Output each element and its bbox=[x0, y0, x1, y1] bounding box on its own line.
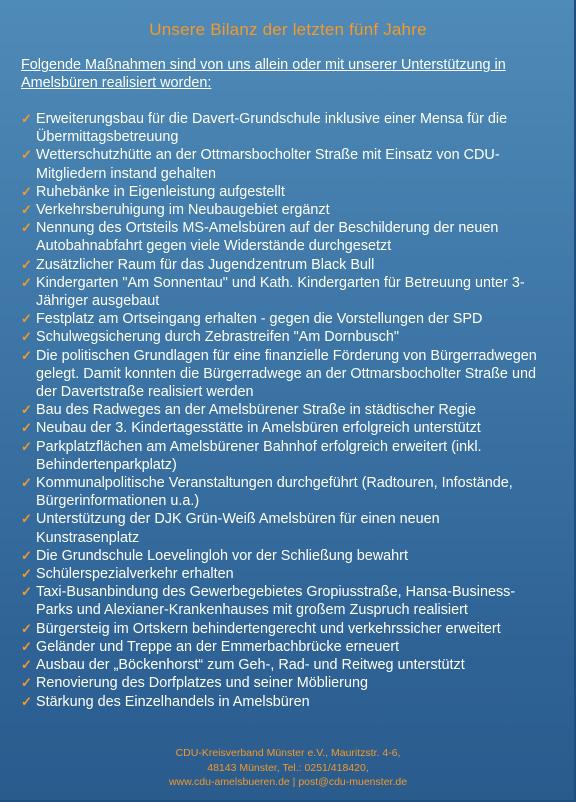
list-item bbox=[21, 656, 545, 674]
check-icon: ✓ bbox=[21, 693, 32, 709]
check-icon: ✓ bbox=[21, 402, 32, 418]
list-item-text: Wetterschutzhütte an der Ottmarsbocholter Straße mit Einsatz von CDU-Mitgliedern instand gehalten bbox=[36, 147, 500, 182]
check-icon: ✓ bbox=[21, 638, 32, 654]
check-icon: ✓ bbox=[21, 274, 32, 290]
check-icon: ✓ bbox=[21, 620, 32, 636]
list-item bbox=[21, 474, 545, 510]
list-item-text: Schulwegsicherung durch Zebrastreifen "Am Dornbusch" bbox=[36, 329, 399, 346]
list-item bbox=[21, 620, 545, 638]
check-icon: ✓ bbox=[21, 147, 32, 163]
list-item bbox=[21, 110, 545, 146]
list-item bbox=[21, 201, 545, 219]
check-icon: ✓ bbox=[21, 311, 32, 327]
check-icon: ✓ bbox=[21, 347, 32, 363]
list-item-text: Taxi-Busanbindung des Gewerbegebietes Gropiusstraße, Hansa-Business-Parks und Alexianer-Krankenhauses mit großem Zuspruch realisiert bbox=[36, 584, 516, 619]
list-item-text: Kommunalpolitische Veranstaltungen durchgeführt (Radtouren, Infostände, Bürgerinformationen u.a.) bbox=[36, 475, 513, 510]
list-item bbox=[21, 674, 545, 692]
footer-web-links[interactable]: www.cdu-amelsbueren.de | post@cdu-muenster.de bbox=[168, 776, 408, 788]
list-item bbox=[21, 219, 545, 255]
list-item-text: Bau des Radweges an der Amelsbürener Straße in städtischer Regie bbox=[36, 402, 476, 419]
list-item bbox=[21, 401, 545, 419]
check-icon: ✓ bbox=[21, 566, 32, 582]
list-item bbox=[21, 419, 545, 437]
list-item-text: Nennung des Ortsteils MS-Amelsbüren auf der Beschilderung der neuen Autobahnabfahrt gegen viele Widerstände durchgesetzt bbox=[36, 220, 499, 255]
check-icon: ✓ bbox=[21, 511, 32, 527]
check-icon: ✓ bbox=[21, 329, 32, 345]
check-icon: ✓ bbox=[21, 675, 32, 691]
list-item bbox=[21, 438, 545, 474]
check-icon: ✓ bbox=[21, 202, 32, 218]
list-item bbox=[21, 693, 545, 711]
list-item-text: Zusätzlicher Raum für das Jugendzentrum Black Bull bbox=[36, 256, 375, 273]
list-item-text: Die politischen Grundlagen für eine finanzielle Förderung von Bürgerradwegen gelegt. Damit konnten die Bürgerradwege an der Ottmarsbocholter Straße und der Davertstraße realisiert werden bbox=[36, 347, 537, 401]
check-icon: ✓ bbox=[21, 475, 32, 491]
list-item bbox=[21, 146, 545, 182]
list-item-text: Festplatz am Ortseingang erhalten - gegen die Vorstellungen der SPD bbox=[36, 311, 483, 328]
achievement-list bbox=[21, 110, 545, 711]
list-item bbox=[21, 565, 545, 583]
check-icon: ✓ bbox=[21, 547, 32, 563]
list-item bbox=[21, 183, 545, 201]
list-item-text: Stärkung des Einzelhandels in Amelsbüren bbox=[36, 693, 310, 710]
check-icon: ✓ bbox=[21, 584, 32, 600]
list-item-text: Bürgersteig im Ortskern behindertengerecht und verkehrssicher erweitert bbox=[36, 620, 501, 637]
list-item-text: Verkehrsberuhigung im Neubaugebiet ergänzt bbox=[36, 202, 330, 219]
check-icon: ✓ bbox=[21, 657, 32, 673]
list-item-text: Ruhebänke in Eigenleistung aufgestellt bbox=[36, 183, 285, 200]
list-item-text: Renovierung des Dorfplatzes und seiner Möblierung bbox=[36, 675, 368, 692]
list-item bbox=[21, 547, 545, 565]
footer-address: CDU-Kreisverband Münster e.V., Mauritzstr. 4-6, bbox=[175, 747, 401, 759]
check-icon: ✓ bbox=[21, 220, 32, 236]
list-item-text: Kindergarten "Am Sonnentau" und Kath. Kindergarten für Betreuung unter 3-Jähriger ausgebaut bbox=[36, 274, 525, 310]
list-item-text: Parkplatzflächen am Amelsbürener Bahnhof erfolgreich erweitert (inkl. Behindertenparkplatz) bbox=[36, 438, 482, 473]
check-icon: ✓ bbox=[21, 256, 32, 272]
list-item bbox=[21, 310, 545, 328]
list-item bbox=[21, 510, 545, 546]
list-item-text: Die Grundschule Loevelingloh vor der Schließung bewahrt bbox=[36, 547, 408, 564]
check-icon: ✓ bbox=[21, 420, 32, 436]
list-item bbox=[21, 583, 545, 619]
list-item-text: Schülerspezialverkehr erhalten bbox=[36, 566, 234, 583]
intro-text: Folgende Maßnahmen sind von uns allein oder mit unserer Unterstützung in Amelsbüren realisiert worden: bbox=[21, 57, 506, 91]
list-item-text: Neubau der 3. Kindertagesstätte in Amelsbüren erfolgreich unterstützt bbox=[36, 420, 481, 437]
check-icon: ✓ bbox=[21, 438, 32, 454]
page-title: Unsere Bilanz der letzten fünf Jahre bbox=[149, 20, 427, 39]
list-item bbox=[21, 274, 545, 310]
list-item bbox=[21, 347, 545, 402]
list-item-text: Ausbau der „Böckenhorst“ zum Geh-, Rad- und Reitweg unterstützt bbox=[36, 657, 465, 674]
footer-phone: 48143 Münster, Tel.: 0251/418420, bbox=[207, 761, 369, 774]
check-icon: ✓ bbox=[21, 183, 32, 199]
list-item-text: Erweiterungsbau für die Davert-Grundschule inklusive einer Mensa für die Übermittagsbetreuung bbox=[36, 111, 508, 146]
list-item bbox=[21, 328, 545, 346]
check-icon: ✓ bbox=[21, 111, 32, 126]
list-item bbox=[21, 638, 545, 656]
footer-contact bbox=[0, 746, 576, 790]
list-item-text: Unterstützung der DJK Grün-Weiß Amelsbüren für einen neuen Kunstrasenplatz bbox=[36, 511, 440, 546]
list-item-text: Geländer und Treppe an der Emmerbachbrücke erneuert bbox=[36, 638, 400, 655]
list-item bbox=[21, 256, 545, 274]
